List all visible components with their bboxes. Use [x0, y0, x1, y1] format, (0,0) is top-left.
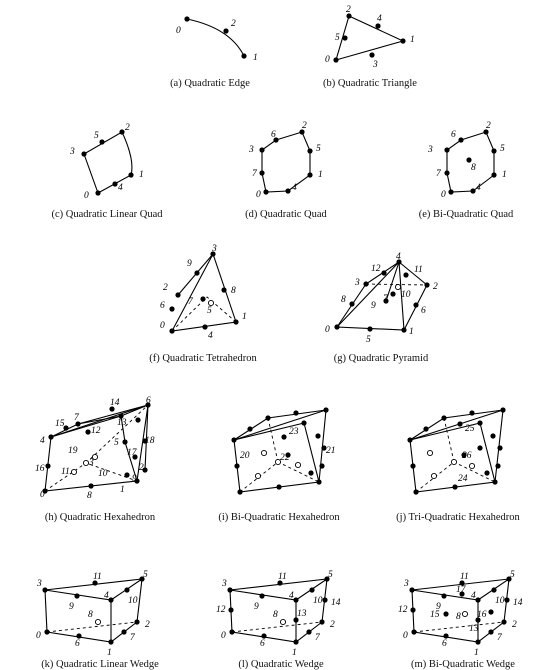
hidden-node-point	[451, 459, 456, 464]
node-label: 4	[289, 591, 294, 601]
node-point	[124, 587, 129, 592]
node-point	[263, 189, 268, 194]
node-point	[76, 633, 81, 638]
node-point	[403, 272, 408, 277]
hidden-node-point	[95, 619, 100, 624]
node-point	[410, 463, 415, 468]
node-point	[45, 463, 50, 468]
node-point	[308, 470, 313, 475]
node-point	[497, 445, 502, 450]
caption-b: (b) Quadratic Triangle	[323, 78, 417, 89]
node-point	[367, 326, 372, 331]
node-label: 7	[383, 294, 388, 304]
node-label: 8	[341, 295, 346, 305]
node-label: 9	[69, 602, 74, 612]
node-label: 2	[163, 283, 168, 293]
figure-quadratic-quad	[245, 121, 327, 220]
node-point	[410, 607, 415, 612]
node-label: 6	[442, 639, 447, 649]
node-label: 4	[104, 591, 109, 601]
node-label: 3	[404, 579, 409, 589]
node-label: 14	[110, 398, 120, 408]
node-point	[241, 53, 246, 58]
node-point	[307, 148, 312, 153]
caption-f: (f) Quadratic Tetrahedron	[149, 353, 257, 364]
element-edge	[84, 132, 132, 193]
node-point	[501, 619, 506, 624]
figure-quadratic-wedge	[216, 570, 341, 670]
node-label: 11	[414, 265, 423, 275]
node-point	[441, 593, 446, 598]
node-label: 0	[256, 190, 261, 200]
node-label: 6	[75, 639, 80, 649]
node-label: 0	[325, 325, 330, 335]
node-point	[175, 292, 180, 297]
node-label: 0	[221, 631, 226, 641]
node-point	[443, 633, 448, 638]
node-label: 7	[497, 633, 502, 643]
node-point	[407, 437, 412, 442]
node-label: 1	[318, 170, 323, 180]
node-label: 5	[366, 335, 371, 345]
figure-quadratic-pyramid	[325, 252, 438, 364]
node-label: 11	[93, 572, 102, 582]
node-point	[233, 319, 238, 324]
node-label: 9	[187, 259, 192, 269]
hidden-node-point	[395, 284, 400, 289]
node-label: 8	[87, 491, 92, 501]
node-label: 2	[139, 463, 144, 473]
node-point	[334, 324, 339, 329]
node-point	[237, 489, 242, 494]
node-label: 1	[410, 35, 415, 45]
node-label: 15	[430, 610, 440, 620]
node-label: 1	[139, 170, 144, 180]
node-label: 6	[271, 130, 276, 140]
node-label: 1	[242, 312, 247, 322]
node-point	[285, 188, 290, 193]
node-point	[227, 587, 232, 592]
node-label: 4	[118, 183, 123, 193]
node-point	[333, 57, 338, 62]
node-label: 19	[68, 446, 78, 456]
node-label: 25	[465, 424, 475, 434]
node-label: 2	[346, 5, 351, 15]
node-label: 0	[36, 631, 41, 641]
node-point	[194, 270, 199, 275]
node-point	[234, 463, 239, 468]
node-label: 5	[328, 570, 333, 580]
caption-j: (j) Tri-Quadratic Hexahedron	[396, 512, 520, 523]
node-label: 8	[273, 610, 278, 620]
node-point	[424, 282, 429, 287]
node-point	[124, 472, 129, 477]
node-point	[491, 148, 496, 153]
node-label: 6	[421, 306, 426, 316]
node-point	[306, 629, 311, 634]
node-point	[363, 281, 368, 286]
hidden-node-point	[462, 611, 467, 616]
node-point	[349, 301, 354, 306]
node-label: 0	[84, 191, 89, 201]
node-label: 5	[114, 438, 119, 448]
node-point	[413, 302, 418, 307]
hidden-node-point	[469, 463, 474, 468]
node-point	[228, 607, 233, 612]
node-point	[128, 172, 133, 177]
node-label: 5	[316, 144, 321, 154]
node-point	[319, 463, 324, 468]
node-point	[247, 426, 252, 431]
node-point	[259, 147, 264, 152]
node-point	[488, 629, 493, 634]
figure-quadratic-hexahedron	[35, 396, 156, 523]
node-label: 3	[37, 579, 42, 589]
node-point	[121, 629, 126, 634]
figure-bi-quadratic-quad	[419, 121, 514, 220]
node-label: 7	[436, 169, 441, 179]
node-label: 3	[212, 244, 217, 254]
node-label: 15	[55, 419, 65, 429]
node-point	[108, 597, 113, 602]
node-point	[458, 137, 463, 142]
node-label: 6	[146, 396, 151, 406]
hidden-node-point	[280, 619, 285, 624]
node-label: 20	[240, 451, 250, 461]
node-label: 2	[231, 19, 236, 29]
node-point	[119, 129, 124, 134]
hidden-node-point	[431, 473, 436, 478]
node-label: 1	[474, 648, 479, 658]
node-point	[495, 463, 500, 468]
node-point	[81, 151, 86, 156]
node-label: 6	[260, 639, 265, 649]
node-point	[85, 429, 90, 434]
node-point	[42, 587, 47, 592]
figure-quadratic-tetrahedron	[149, 244, 257, 364]
node-point	[400, 38, 405, 43]
node-label: 18	[145, 436, 155, 446]
node-point	[411, 629, 416, 634]
node-point	[470, 188, 475, 193]
node-point	[444, 170, 449, 175]
node-point	[261, 633, 266, 638]
node-label: 7	[315, 633, 320, 643]
node-point	[293, 597, 298, 602]
node-label: 0	[176, 26, 181, 36]
node-label: 5	[94, 131, 99, 141]
caption-k: (k) Quadratic Linear Wedge	[41, 659, 159, 670]
node-label: 14	[331, 598, 341, 608]
node-label: 10	[128, 596, 138, 606]
node-point	[444, 147, 449, 152]
node-label: 24	[458, 474, 468, 484]
hidden-edge	[268, 418, 278, 462]
node-point	[423, 426, 428, 431]
node-label: 12	[216, 605, 226, 615]
node-label: 4	[208, 331, 213, 341]
node-label: 1	[107, 648, 112, 658]
node-point	[323, 407, 328, 412]
node-label: 10	[313, 596, 323, 606]
node-point	[74, 593, 79, 598]
node-point	[490, 433, 495, 438]
node-point	[169, 328, 174, 333]
node-point	[457, 421, 462, 426]
node-label: 1	[409, 327, 414, 337]
node-label: 7	[130, 633, 135, 643]
node-label: 2	[330, 620, 335, 630]
node-point	[484, 470, 489, 475]
node-point	[409, 587, 414, 592]
node-label: 2	[486, 121, 491, 131]
node-point	[108, 639, 113, 644]
node-label: 7	[252, 169, 257, 179]
node-point	[491, 172, 496, 177]
caption-d: (d) Quadratic Quad	[245, 209, 327, 220]
node-point	[466, 157, 471, 162]
node-point	[500, 407, 505, 412]
node-point	[475, 597, 480, 602]
node-point	[44, 629, 49, 634]
node-point	[452, 484, 457, 489]
node-label: 6	[160, 301, 165, 311]
node-label: 3	[373, 60, 378, 70]
node-label: 0	[325, 55, 330, 65]
node-label: 7	[188, 297, 193, 307]
node-label: 3	[428, 145, 433, 155]
figure-quadratic-triangle	[323, 5, 417, 89]
node-label: 13	[469, 624, 479, 634]
hidden-node-point	[71, 469, 76, 474]
node-label: 1	[120, 485, 125, 495]
node-label: 9	[371, 301, 376, 311]
figure-tri-quadratic-hexahedron	[396, 407, 520, 523]
caption-g: (g) Quadratic Pyramid	[333, 353, 429, 364]
node-label: 26	[462, 451, 472, 461]
node-label: 5	[510, 570, 515, 580]
node-label: 4	[476, 183, 481, 193]
node-point	[390, 291, 395, 296]
hidden-node-point	[261, 450, 266, 455]
caption-c: (c) Quadratic Linear Quad	[51, 209, 163, 220]
node-label: 21	[326, 446, 336, 456]
node-label: 4	[292, 183, 297, 193]
node-label: 11	[278, 572, 287, 582]
element-edge	[172, 254, 236, 331]
caption-e: (e) Bi-Quadratic Quad	[418, 209, 514, 220]
node-point	[265, 415, 270, 420]
node-point	[184, 16, 189, 21]
node-label: 7	[74, 413, 79, 423]
node-point	[221, 287, 226, 292]
node-point	[443, 611, 448, 616]
node-point	[281, 434, 286, 439]
node-label: 1	[292, 648, 297, 658]
node-point	[223, 28, 228, 33]
figure-quadratic-linear-quad	[51, 123, 163, 220]
node-point	[307, 172, 312, 177]
element-edge	[262, 132, 310, 192]
node-point	[276, 484, 281, 489]
node-label: 8	[456, 612, 461, 622]
node-label: 8	[88, 610, 93, 620]
caption-i: (i) Bi-Quadratic Hexahedron	[218, 512, 340, 523]
node-point	[441, 415, 446, 420]
hidden-node-point	[208, 300, 213, 305]
node-label: 10	[98, 469, 108, 479]
node-point	[469, 410, 474, 415]
node-point	[229, 629, 234, 634]
node-label: 11	[460, 572, 469, 582]
node-label: 3	[249, 145, 254, 155]
node-point	[316, 479, 321, 484]
node-point	[488, 609, 493, 614]
hidden-node-point	[255, 473, 260, 478]
node-point	[88, 483, 93, 488]
element-edge	[399, 262, 427, 285]
node-label: 10	[401, 290, 411, 300]
node-label: 14	[513, 598, 523, 608]
node-point	[477, 445, 482, 450]
node-label: 11	[61, 467, 70, 477]
node-point	[135, 417, 140, 422]
node-label: 6	[451, 130, 456, 140]
node-label: 2	[145, 620, 150, 630]
node-label: 3	[222, 579, 227, 589]
node-label: 5	[335, 33, 340, 43]
node-label: 17	[127, 448, 137, 458]
node-label: 5	[500, 144, 505, 154]
node-label: 2	[302, 121, 307, 131]
node-label: 10	[495, 596, 505, 606]
figure-bi-quadratic-wedge	[398, 570, 523, 670]
node-point	[231, 437, 236, 442]
node-label: 9	[436, 602, 441, 612]
node-point	[95, 190, 100, 195]
node-point	[322, 597, 327, 602]
figure-quadratic-linear-wedge	[36, 570, 159, 670]
node-point	[477, 420, 482, 425]
node-label: 2	[433, 282, 438, 292]
hidden-node-point	[427, 450, 432, 455]
node-label: 23	[289, 427, 299, 437]
node-point	[448, 189, 453, 194]
node-label: 12	[91, 426, 101, 436]
node-label: 9	[132, 474, 137, 484]
node-label: 3	[355, 278, 360, 288]
node-label: 16	[35, 464, 45, 474]
node-point	[301, 420, 306, 425]
node-point	[293, 639, 298, 644]
element-edge	[410, 410, 503, 492]
node-label: 1	[253, 53, 258, 63]
node-label: 9	[254, 602, 259, 612]
node-point	[202, 324, 207, 329]
hidden-node-point	[295, 462, 300, 467]
figure-quadratic-edge	[170, 16, 258, 89]
node-label: 1	[502, 170, 507, 180]
node-point	[259, 593, 264, 598]
caption-m: (m) Bi-Quadratic Wedge	[411, 659, 515, 670]
node-point	[134, 619, 139, 624]
node-label: 17	[456, 585, 466, 595]
node-label: 12	[371, 264, 381, 274]
node-point	[48, 434, 53, 439]
node-point	[381, 270, 386, 275]
node-label: 4	[377, 14, 382, 24]
node-label: 5	[143, 570, 148, 580]
node-point	[122, 439, 127, 444]
node-point	[491, 587, 496, 592]
caption-a: (a) Quadratic Edge	[170, 78, 250, 89]
node-point	[309, 587, 314, 592]
caption-l: (l) Quadratic Wedge	[238, 659, 324, 670]
node-point	[342, 35, 347, 40]
node-label: 2	[512, 620, 517, 630]
node-point	[369, 52, 374, 57]
node-label: 3	[89, 458, 94, 468]
node-label: 2	[125, 123, 130, 133]
node-label: 0	[40, 490, 45, 500]
node-label: 22	[280, 453, 290, 463]
node-point	[401, 327, 406, 332]
hidden-edge	[444, 418, 454, 462]
node-label: 3	[70, 147, 75, 157]
node-point	[200, 296, 205, 301]
node-point	[99, 139, 104, 144]
node-point	[315, 433, 320, 438]
node-label: 0	[441, 190, 446, 200]
node-point	[492, 479, 497, 484]
hidden-node-point	[83, 460, 88, 465]
node-point	[375, 23, 380, 28]
figure-bi-quadratic-hexahedron	[218, 407, 340, 523]
node-label: 13	[297, 609, 307, 619]
node-point	[504, 597, 509, 602]
node-point	[319, 619, 324, 624]
node-point	[112, 181, 117, 186]
node-label: 13	[117, 418, 127, 428]
node-label: 12	[398, 605, 408, 615]
node-label: 16	[477, 610, 487, 620]
caption-h: (h) Quadratic Hexahedron	[44, 512, 156, 523]
node-label: 0	[160, 321, 165, 331]
node-label: 5	[207, 306, 212, 316]
node-label: 8	[231, 286, 236, 296]
node-label: 4	[396, 252, 401, 262]
node-point	[293, 410, 298, 415]
node-label: 8	[471, 163, 476, 173]
node-point	[169, 306, 174, 311]
node-label: 4	[40, 436, 45, 446]
node-point	[475, 639, 480, 644]
node-label: 0	[403, 631, 408, 641]
node-point	[413, 489, 418, 494]
node-label: 4	[471, 591, 476, 601]
node-point	[259, 170, 264, 175]
